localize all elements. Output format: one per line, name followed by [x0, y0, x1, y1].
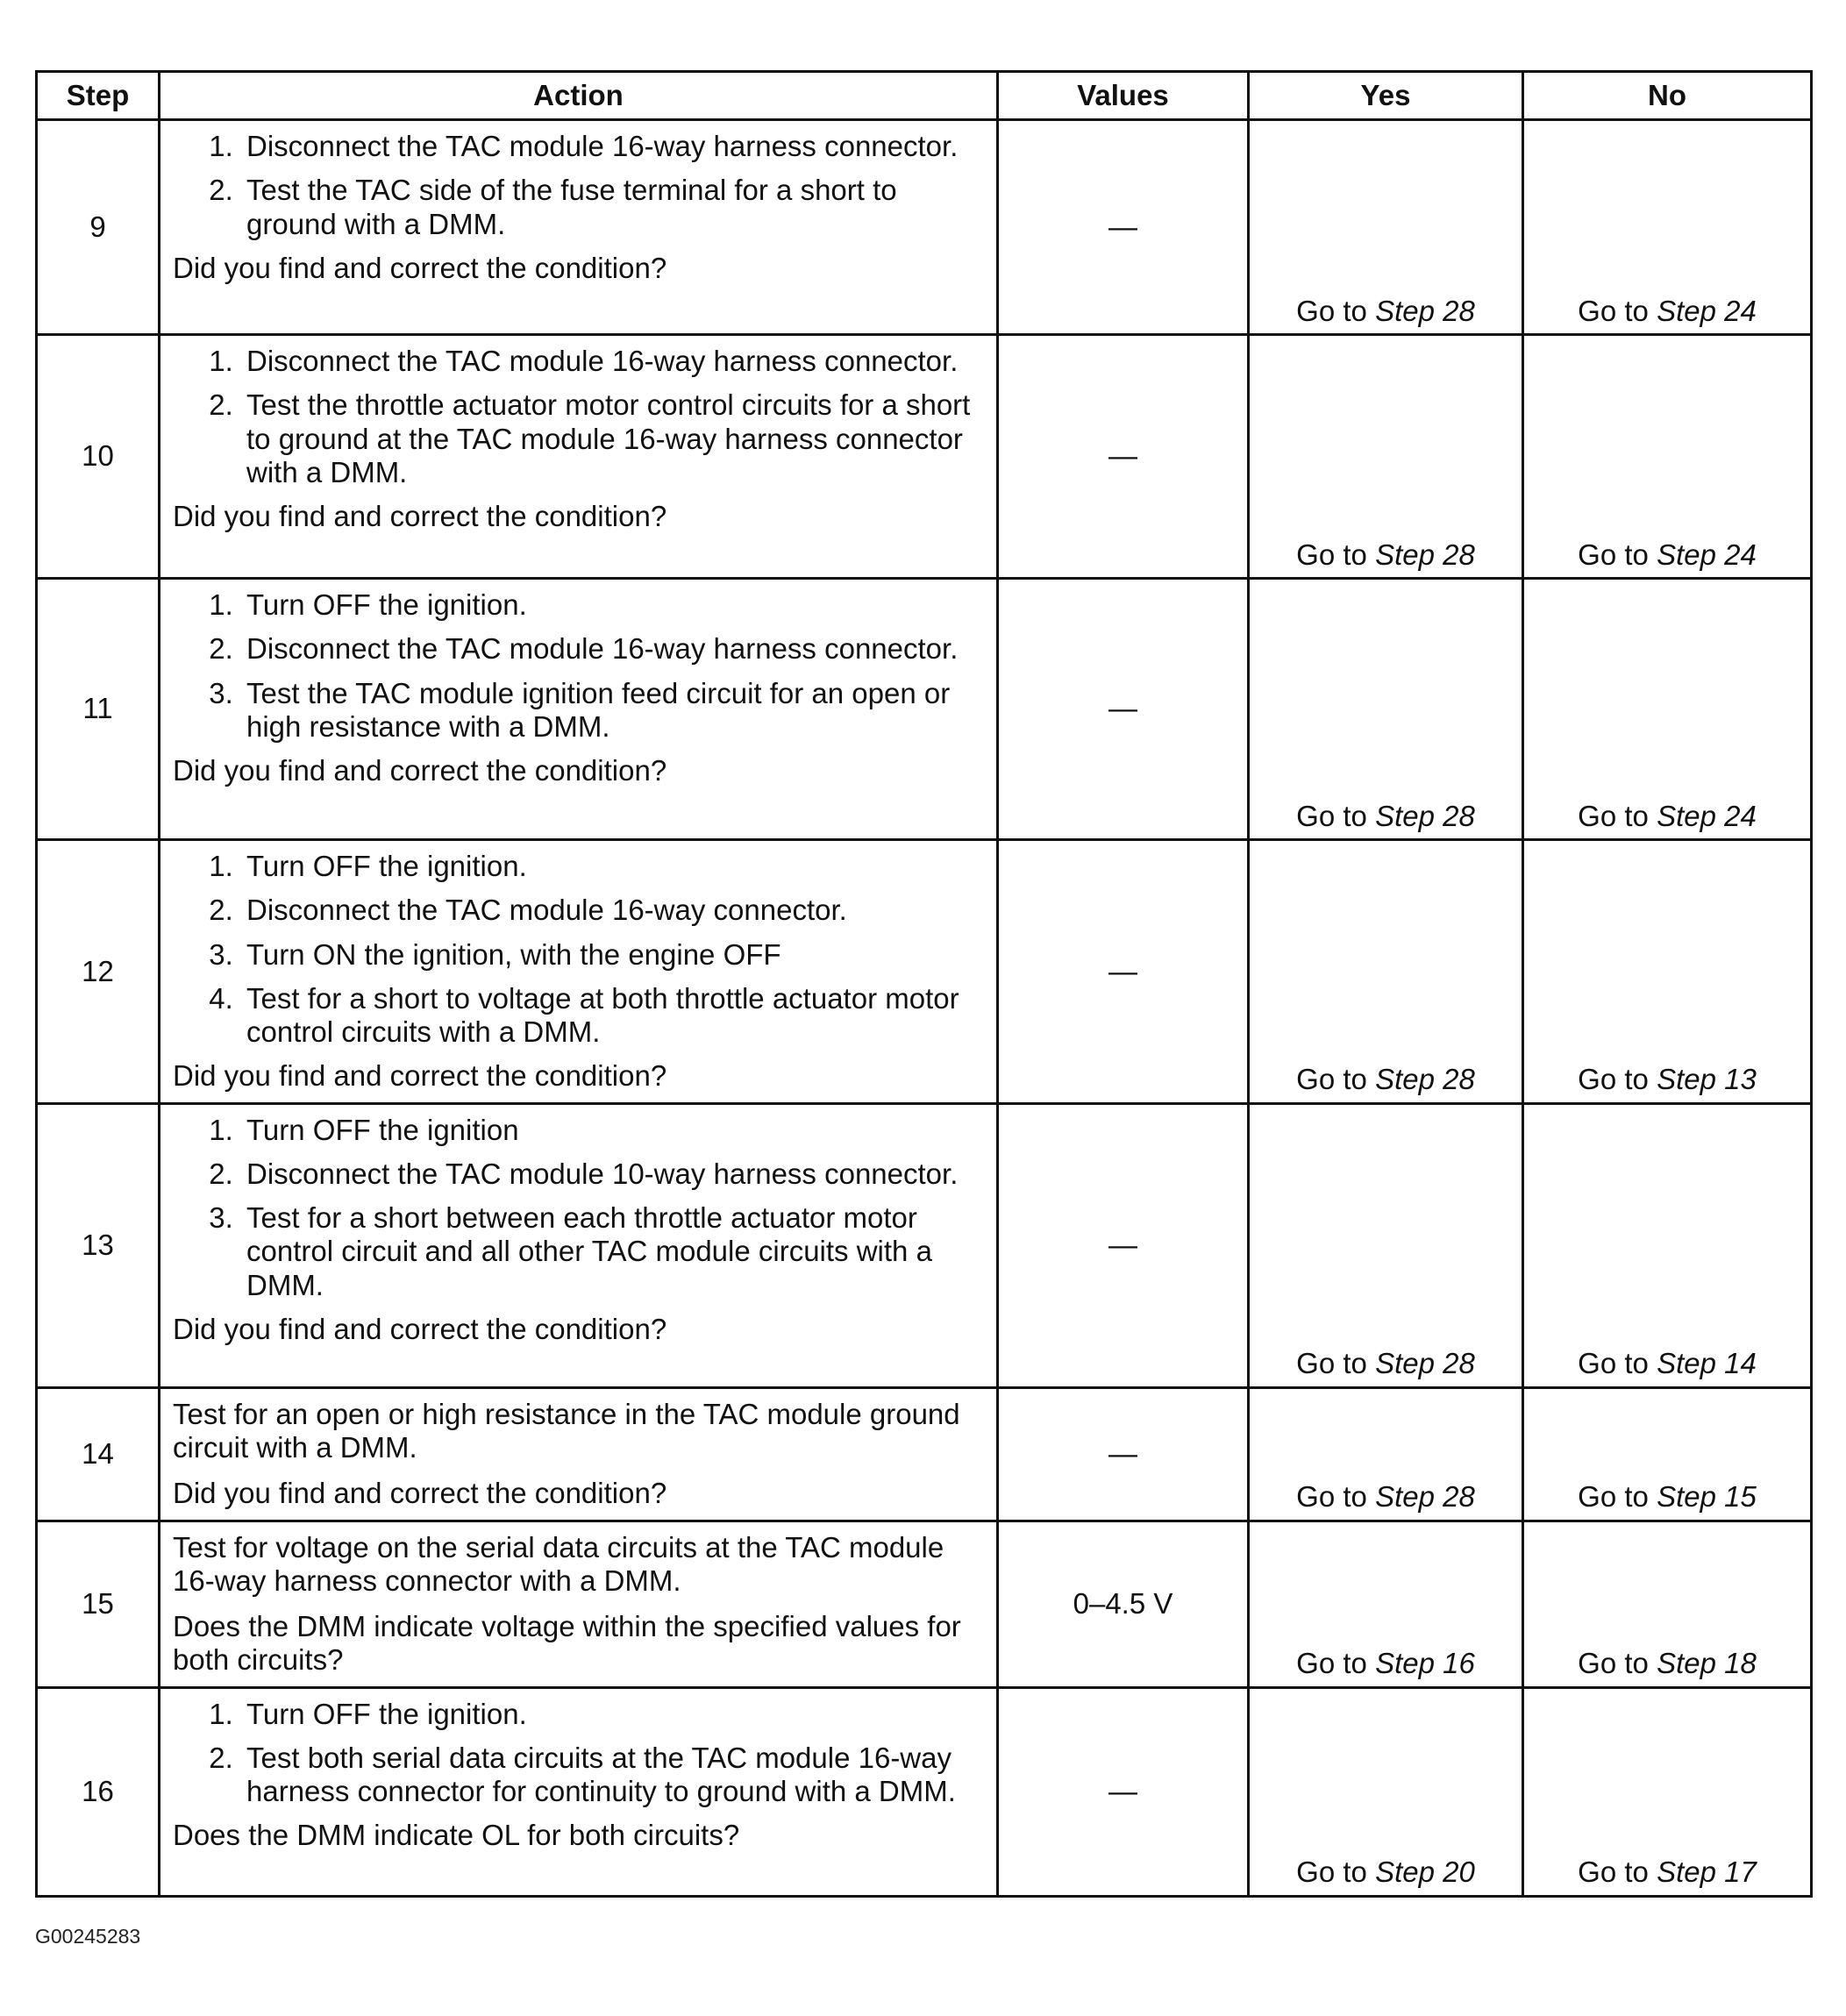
- goto-step-ref: Step 20: [1375, 1856, 1475, 1889]
- yes-cell: [1249, 840, 1523, 1104]
- action-step: 2. Disconnect the TAC module 10-way harness connector.: [241, 1158, 984, 1191]
- goto-prefix: Go to: [1296, 1647, 1367, 1680]
- action-step: 4. Test for a short to voltage at both throttle actuator motor control circuits with a DMM.: [241, 982, 984, 1050]
- no-cell: [1523, 840, 1812, 1104]
- header-values: Values: [998, 72, 1249, 120]
- no-cell: [1523, 1387, 1812, 1521]
- action-cell: [160, 1103, 998, 1387]
- goto-step-ref: Step 14: [1657, 1347, 1757, 1380]
- goto-prefix: Go to: [1296, 1856, 1367, 1889]
- goto-prefix: Go to: [1578, 1480, 1649, 1514]
- goto-step-ref: Step 28: [1375, 1347, 1475, 1380]
- action-question: Did you find and correct the condition?: [173, 1312, 667, 1345]
- goto-step-ref: Step 15: [1657, 1480, 1757, 1514]
- action-cell: [160, 579, 998, 840]
- table-row: [37, 840, 1812, 1104]
- action-step: 3. Test the TAC module ignition feed circuit for an open or high resistance with a DMM.: [241, 677, 984, 744]
- header-yes: Yes: [1249, 72, 1523, 120]
- action-step: 2. Disconnect the TAC module 16-way connector.: [241, 894, 984, 927]
- values-cell: —: [998, 1687, 1249, 1896]
- no-cell: [1523, 1687, 1812, 1896]
- action-step: 1. Turn OFF the ignition: [241, 1114, 984, 1147]
- action-step: 3. Test for a short between each throttle actuator motor control circuit and all other TAC module circuits with a DMM.: [241, 1201, 984, 1302]
- action-cell: [160, 1521, 998, 1687]
- header-action: Action: [160, 72, 998, 120]
- action-cell: [160, 1387, 998, 1521]
- action-cell: [160, 335, 998, 579]
- action-question: Does the DMM indicate voltage within the specified values for both circuits?: [173, 1610, 961, 1677]
- figure-id: G00245283: [35, 1925, 141, 1948]
- action-cell: [160, 840, 998, 1104]
- action-steps-list: [173, 588, 984, 744]
- step-number: 11: [37, 579, 160, 840]
- goto-prefix: Go to: [1296, 294, 1367, 327]
- goto-step-ref: Step 13: [1657, 1063, 1757, 1096]
- table-row: [37, 1103, 1812, 1387]
- values-cell: —: [998, 335, 1249, 579]
- action-question: Did you find and correct the condition?: [173, 251, 667, 284]
- goto-step-ref: Step 28: [1375, 1480, 1475, 1514]
- goto-step-ref: Step 24: [1657, 538, 1757, 571]
- no-cell: [1523, 579, 1812, 840]
- table-row: [37, 579, 1812, 840]
- action-step: 1. Turn OFF the ignition.: [241, 588, 984, 622]
- goto-step-ref: Step 24: [1657, 799, 1757, 832]
- action-step: 1. Disconnect the TAC module 16-way harness connector.: [241, 345, 984, 378]
- yes-cell: [1249, 120, 1523, 335]
- action-steps-list: [173, 345, 984, 489]
- yes-cell: [1249, 579, 1523, 840]
- yes-cell: [1249, 1687, 1523, 1896]
- action-cell: [160, 1687, 998, 1896]
- yes-cell: [1249, 1103, 1523, 1387]
- action-question: Did you find and correct the condition?: [173, 754, 667, 787]
- values-cell: —: [998, 120, 1249, 335]
- goto-prefix: Go to: [1296, 538, 1367, 571]
- values-cell: —: [998, 1103, 1249, 1387]
- step-number: 15: [37, 1521, 160, 1687]
- yes-cell: [1249, 335, 1523, 579]
- goto-prefix: Go to: [1578, 1856, 1649, 1889]
- action-step: 1. Disconnect the TAC module 16-way harness connector.: [241, 130, 984, 163]
- action-question: Did you find and correct the condition?: [173, 1059, 667, 1093]
- action-step: 3. Turn ON the ignition, with the engine OFF: [241, 938, 984, 972]
- action-steps-list: [173, 1698, 984, 1809]
- goto-step-ref: Step 28: [1375, 1063, 1475, 1096]
- goto-prefix: Go to: [1296, 1347, 1367, 1380]
- table-row: [37, 1687, 1812, 1896]
- goto-prefix: Go to: [1578, 1347, 1649, 1380]
- table-row: [37, 335, 1812, 579]
- step-number: 12: [37, 840, 160, 1104]
- step-number: 9: [37, 120, 160, 335]
- goto-step-ref: Step 28: [1375, 799, 1475, 832]
- no-cell: [1523, 1103, 1812, 1387]
- no-cell: [1523, 335, 1812, 579]
- action-step: 1. Turn OFF the ignition.: [241, 1698, 984, 1731]
- values-cell: 0–4.5 V: [998, 1521, 1249, 1687]
- table-row: [37, 1521, 1812, 1687]
- step-number: 14: [37, 1387, 160, 1521]
- header-row: [37, 72, 1812, 120]
- action-step: 2. Test the throttle actuator motor control circuits for a short to ground at the TAC module 16-way harness connector with a DMM.: [241, 388, 984, 489]
- goto-prefix: Go to: [1296, 1480, 1367, 1514]
- goto-step-ref: Step 18: [1657, 1647, 1757, 1680]
- table-row: [37, 120, 1812, 335]
- goto-prefix: Go to: [1578, 1647, 1649, 1680]
- action-question: Did you find and correct the condition?: [173, 500, 667, 533]
- goto-prefix: Go to: [1578, 799, 1649, 832]
- step-number: 16: [37, 1687, 160, 1896]
- header-no: No: [1523, 72, 1812, 120]
- diagnostic-table: [35, 70, 1813, 1898]
- action-question: Did you find and correct the condition?: [173, 1477, 667, 1510]
- no-cell: [1523, 120, 1812, 335]
- values-cell: —: [998, 579, 1249, 840]
- values-cell: —: [998, 840, 1249, 1104]
- goto-step-ref: Step 24: [1657, 294, 1757, 327]
- action-step: 1. Turn OFF the ignition.: [241, 850, 984, 883]
- values-cell: —: [998, 1387, 1249, 1521]
- action-steps-list: [173, 130, 984, 241]
- no-cell: [1523, 1521, 1812, 1687]
- table-row: [37, 1387, 1812, 1521]
- goto-step-ref: Step 28: [1375, 294, 1475, 327]
- goto-step-ref: Step 17: [1657, 1856, 1757, 1889]
- action-text: Test for voltage on the serial data circuits at the TAC module 16-way harness connector with a DMM.: [173, 1530, 944, 1597]
- action-question: Does the DMM indicate OL for both circuits?: [173, 1819, 740, 1852]
- action-steps-list: [173, 850, 984, 1049]
- action-step: 2. Test the TAC side of the fuse terminal for a short to ground with a DMM.: [241, 174, 984, 241]
- goto-prefix: Go to: [1296, 799, 1367, 832]
- yes-cell: [1249, 1521, 1523, 1687]
- goto-prefix: Go to: [1578, 538, 1649, 571]
- action-cell: [160, 120, 998, 335]
- goto-step-ref: Step 28: [1375, 538, 1475, 571]
- action-step: 2. Disconnect the TAC module 16-way harness connector.: [241, 632, 984, 666]
- step-number: 13: [37, 1103, 160, 1387]
- action-steps-list: [173, 1114, 984, 1302]
- step-number: 10: [37, 335, 160, 579]
- action-text: Test for an open or high resistance in the TAC module ground circuit with a DMM.: [173, 1397, 960, 1464]
- action-step: 2. Test both serial data circuits at the TAC module 16-way harness connector for continuity to ground with a DMM.: [241, 1742, 984, 1809]
- header-step: Step: [37, 72, 160, 120]
- yes-cell: [1249, 1387, 1523, 1521]
- goto-step-ref: Step 16: [1375, 1647, 1475, 1680]
- goto-prefix: Go to: [1578, 294, 1649, 327]
- table-body: [37, 120, 1812, 1897]
- goto-prefix: Go to: [1578, 1063, 1649, 1096]
- goto-prefix: Go to: [1296, 1063, 1367, 1096]
